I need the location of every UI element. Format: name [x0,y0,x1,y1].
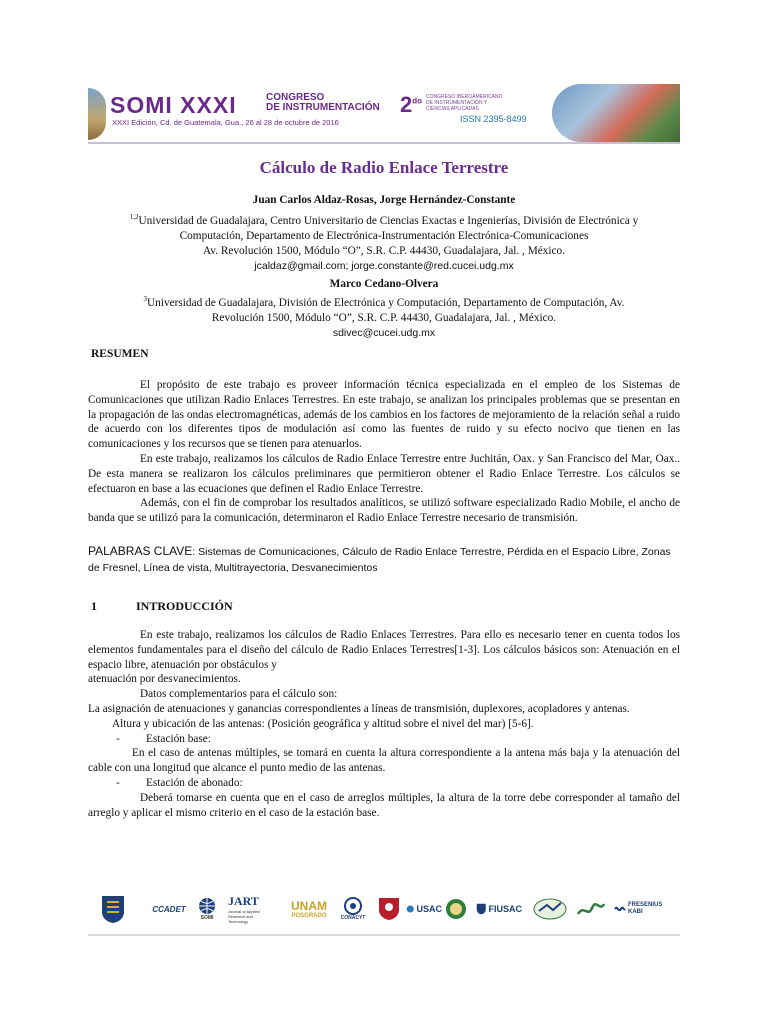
resumen-heading: RESUMEN [91,348,149,360]
sponsor-logos [100,892,670,928]
intro-paragraph-1b: atenuación por desvanecimientos. [88,673,241,686]
intro-paragraph-2: Datos complementarios para el cálculo son: [140,688,338,701]
banner-second-num: 2 [400,92,413,117]
blue-emblem-logo [532,892,568,926]
paper-title: Cálculo de Radio Enlace Terrestre [259,158,509,177]
unam-text: UNAM [291,899,327,913]
unam-posgrado-logo [284,892,334,926]
affiliation-2-line1 [88,292,680,311]
conacyt-text: CONACYT [340,915,366,921]
red-emblem-logo [376,892,402,926]
emails-1: jcaldaz@gmail.com; jorge.constante@red.cucei.udg.mx [254,259,514,272]
authors-1: Juan Carlos Aldaz-Rosas, Jorge Hernández-Constante [252,194,516,206]
conacyt-icon [344,897,362,915]
banner-second-text: CONGRESO IBEROAMERICANO DE INSTRUMENTACIÓN Y CIENCIAS APLICADAS [426,94,503,112]
affiliation-1-line1 [88,210,680,229]
bullet-1-dash: - [116,732,120,745]
affiliation-2-line1-text: Universidad de Guadalajara, División de Electrónica y Computación, Departamento de Computación, Av. [147,296,625,309]
introduction-body [88,628,680,820]
resumen-body [88,378,680,526]
footer-divider [88,934,680,936]
conference-banner [88,84,680,144]
bullet-2 [88,776,680,791]
unam-seal-logo [100,892,126,926]
author-block-2 [88,277,680,341]
author-block-1 [88,193,680,274]
fresenius-icon [614,903,626,915]
banner-edicion: XXXI Edición, Cd. de Guatemala, Gua., 26 al 28 de octubre de 2016 [112,118,339,127]
section-1-title: INTRODUCCIÓN [136,599,233,613]
usac-logo [406,892,442,926]
authors-2: Marco Cedano-Olvera [329,278,439,290]
green-script-icon [576,898,606,920]
resumen-paragraph-3: Además, con el fin de comprobar los resultados analíticos, se utilizó software especializado Radio Mobile, el ancho de banda que se utilizó para la comunicación, determinaron el Radio Enlace Terrestre necesario de transmisión. [88,497,680,525]
banner-right-photo [552,84,680,142]
blue-emblem-icon [533,897,567,921]
banner-issn: ISSN 2395-8499 [460,114,527,124]
posgrado-text: POSGRADO [291,913,327,919]
keywords-label: PALABRAS CLAVE [88,544,193,558]
jart-logo-text: JART [228,894,259,908]
fiusac-shield-icon [476,901,487,917]
somi-globe-icon [198,897,216,915]
banner-congreso-line1: CONGRESO [266,92,325,103]
intro-paragraph-1: En este trabajo, realizamos los cálculos de Radio Enlaces Terrestres. Para ello es necesario tener en cuenta todos los elementos fundamentales para el diseño del cálculo de Radio Enlaces Terrestres[1-3]. Los cálculos básicos son: Atenuación en el espacio libre, atenuación por obstáculos y [88,629,680,671]
affiliation-2-sup: 3 [143,295,148,303]
fresenius-logo [614,892,670,926]
red-emblem-icon [377,896,401,922]
jart-logo [228,892,274,926]
bullet-1 [88,732,680,747]
affiliation-2-line2: Revolución 1500, Módulo “O”, S.R. C.P. 44430, Guadalajara, Jal. , México. [211,311,557,324]
intro-paragraph-3: La asignación de atenuaciones y ganancias correspondientes a líneas de transmisión, duplexores, acopladores y antenas. [88,702,630,715]
banner-second-sup: do [412,96,423,106]
banner-congreso [266,93,386,113]
banner-second [400,92,422,118]
usac-icon [406,903,414,915]
email-2: sdivec@cucei.udg.mx [332,326,436,339]
fiusac-text: FIUSAC [488,904,522,914]
jart-logo-sub: Journal of Applied Research and Technology [228,909,260,924]
section-1-number: 1 [91,599,97,613]
keywords-text: : Sistemas de Comunicaciones, Cálculo de Radio Enlace Terrestre, Pérdida en el Espacio Libre, Zonas de Fresnel, Línea de vista, Multitrayectoria, Desvanecimientos [88,546,671,574]
green-seal-icon [445,898,467,920]
fiusac-logo [476,892,522,926]
green-script-logo [576,892,606,926]
somi-logo-text: SOMI [200,915,214,921]
unam-seal-icon [100,894,126,924]
fresenius-text: FRESENIUS KABI [628,902,663,915]
bullet-2-text: Deberá tomarse en cuenta que en el caso de arreglos múltiples, la altura de la torre debe corresponder al tamaño del arreglo y aplicar el mismo criterio en el caso de la estación base. [88,791,680,819]
bullet-1-text: En el caso de antenas múltiples, se tomará en cuenta la altura correspondiente a la antena más baja y la atenuación del cable con una longitud que alcance el punto medio de las antenas. [88,747,680,775]
affiliation-1-line2: Computación, Departamento de Electrónica-Instrumentación Electrónica-Comunicaciones [179,229,589,242]
bullet-1-label: Estación base: [146,732,211,745]
keywords [88,543,680,576]
banner-congreso-line2: DE INSTRUMENTACIÓN [266,102,380,113]
resumen-paragraph-2: En este trabajo, realizamos los cálculos de Radio Enlace Terrestre entre Juchitán, Oax. y San Francisco del Mar, Oax.. De esta manera se realizaron los cálculos preliminares que permitieron obtener el Radio Enlace Terrestre. Los cálculos se efectuaron en base a las ecuaciones que definen el Radio Enlace Terrestre. [88,452,680,495]
banner-brand: SOMI XXXI [110,92,237,118]
bullet-2-label: Estación de abonado: [146,776,243,789]
affiliation-1-line1-text: Universidad de Guadalajara, Centro Universitario de Ciencias Exactas e Ingenierías, División de Electrónica y [138,214,639,227]
intro-paragraph-4: Altura y ubicación de las antenas: (Posición geográfica y altitud sobre el nivel del mar) [5-6]. [112,717,534,730]
somi-logo [196,892,218,926]
affiliation-1-sup: 1,2 [129,213,139,221]
resumen-paragraph-1: El propósito de este trabajo es proveer información técnica especializada en el empleo de los Sistemas de Comunicaciones que utilizan Radio Enlaces Terrestres. En este trabajo, se analizan los principales problemas que se presentan en la propagación de las ondas electromagnéticas, además de los cambios en los factores de mejoramiento de la relación señal a ruido de acuerdo con los diferentes tipos de modulación así como las fuentes de ruido y su efecto nocivo que tienen en las comunicaciones y los recursos que se tienen para atenuarlos. [88,379,680,451]
ccadet-logo: CCADET [152,904,186,914]
conacyt-logo [340,892,366,926]
affiliation-1-line3: Av. Revolución 1500, Módulo “O”, S.R. C.P. 44430, Guadalajara, Jal. , México. [202,244,566,257]
bullet-2-dash: - [116,776,120,789]
usac-text: USAC [416,904,442,914]
green-seal-logo [444,892,468,926]
